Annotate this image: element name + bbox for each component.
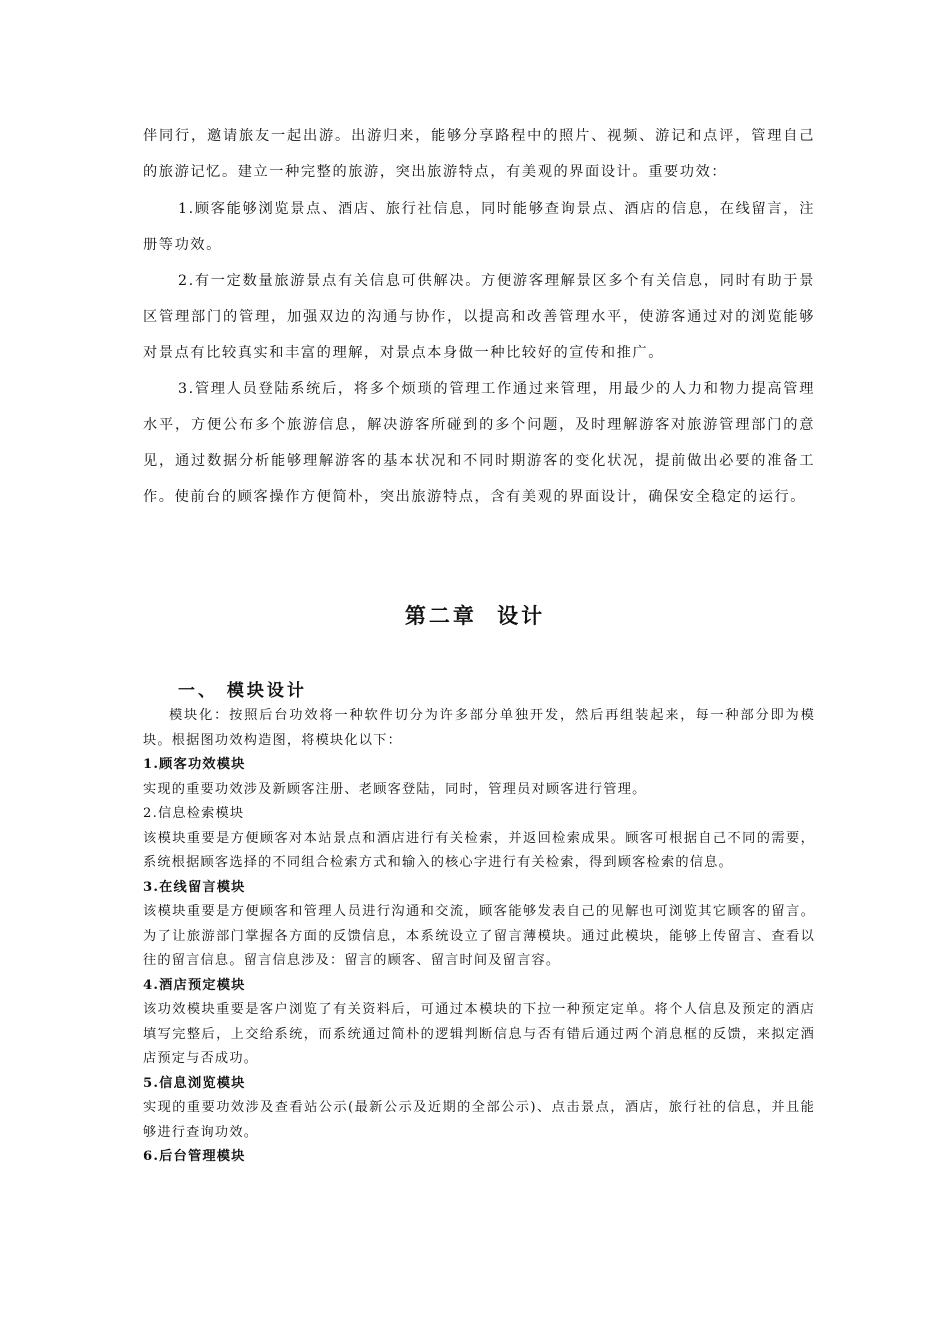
module-heading-3: 3.在线留言模块 [143,879,246,895]
section-intro: 模块化：按照后台功效将一种软件切分为许多部分单独开发，然后再组装起来，每一种部分即为模块。根据图功效构造图，将模块化以下： [143,708,815,748]
section-title: 一、 模块设计 [178,681,307,701]
module-heading-2: 2.信息检索模块 [143,806,245,821]
intro-paragraph-1: 伴同行，邀请旅友一起出游。出游归来，能够分享路程中的照片、视频、游记和点评，管理自己的旅游记忆。建立一种完整的旅游，突出旅游特点，有美观的界面设计。重要功效： [143,128,815,180]
chapter-title: 第二章 设计 [404,603,546,628]
module-text-4: 该功效模块重要是客户浏览了有关资料后，可通过本模块的下拉一种预定定单。将个人信息及预定的酒店填写完整后，上交给系统，而系统通过简朴的逻辑判断信息与否有错后通过两个消息框的反馈，来拟定酒店预定与否成功。 [143,1002,815,1066]
module-text-5: 实现的重要功效涉及查看站公示(最新公示及近期的全部公示)、点击景点，酒店，旅行社的信息，并且能够进行查询功效。 [143,1100,815,1140]
module-heading-6: 6.后台管理模块 [143,1149,246,1164]
module-heading-1: 1.顾客功效模块 [143,757,246,772]
module-text-3: 该模块重要是方便顾客和管理人员进行沟通和交流，顾客能够发表自己的见解也可浏览其它顾客的留言。为了让旅游部门掌握各方面的反馈信息，本系统设立了留言薄模块。通过此模块，能够上传留言、查看以往的留言信息。留言信息涉及：留言的顾客、留言时间及留言容。 [143,904,815,968]
intro-paragraph-2: 1.顾客能够浏览景点、酒店、旅行社信息，同时能够查询景点、酒店的信息，在线留言，注册等功效。 [143,201,815,253]
intro-paragraph-4: 3.管理人员登陆系统后，将多个烦琐的管理工作通过来管理，用最少的人力和物力提高管理水平，方便公布多个旅游信息，解决游客所碰到的多个问题，及时理解游客对旅游管理部门的意见，通过数据分析能够理解游客的基本状况和不同时期游客的变化状况，提前做出必要的准备工作。使前台的顾客操作方便简朴，突出旅游特点，含有美观的界面设计，确保安全稳定的运行。 [143,381,815,505]
intro-paragraph-3: 2.有一定数量旅游景点有关信息可供解决。方便游客理解景区多个有关信息，同时有助于景区管理部门的管理，加强双边的沟通与协作，以提高和改善管理水平，使游客通过对的浏览能够对景点有比较真实和丰富的理解，对景点本身做一种比较好的宣传和推广。 [143,273,815,361]
module-heading-4: 4.酒店预定模块 [143,977,246,993]
module-list [143,704,815,1170]
module-text-1: 实现的重要功效涉及新顾客注册、老顾客登陆，同时，管理员对顾客进行管理。 [143,781,647,797]
module-text-2: 该模块重要是方便顾客对本站景点和酒店进行有关检索，并返回检索成果。顾客可根据自己不同的需要，系统根据顾客选择的不同组合检索方式和输入的核心字进行有关检索，得到顾客检索的信息。 [143,830,815,870]
module-heading-5: 5.信息浏览模块 [143,1075,246,1091]
